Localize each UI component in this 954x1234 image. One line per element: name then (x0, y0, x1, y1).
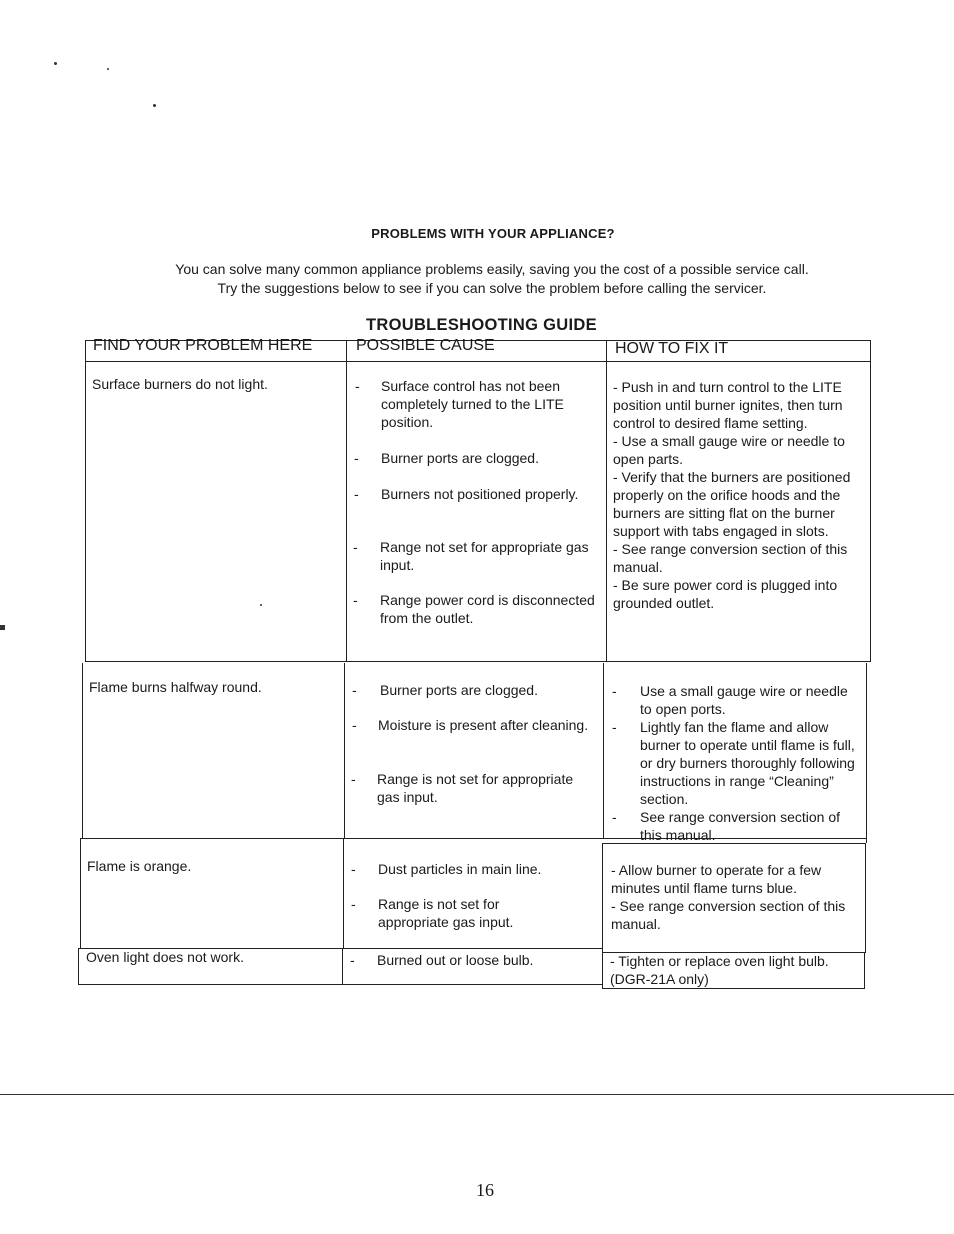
page-footer-rule (0, 1094, 954, 1095)
row2-right-border (866, 663, 867, 843)
row2-fix-2: Lightly fan the flame and allow burner to operate until flame is full, or dry burners thoroughly following instructions in range “Cleaning” section. (640, 719, 855, 807)
row1-col-divider-2 (606, 340, 607, 662)
row1-fix-3: - Verify that the burners are positioned properly on the orifice hoods and the burners are sitting flat on the burner support with tabs engaged in slots. (613, 469, 851, 539)
bullet-dash: - (351, 896, 356, 912)
row4-problem: Oven light does not work. (86, 949, 244, 965)
row2-left-border (82, 663, 83, 839)
row3-fix-top-border (603, 843, 866, 844)
bullet-dash: - (612, 683, 617, 699)
row4-bottom-border-left (78, 984, 342, 985)
bullet-dash: - (352, 717, 357, 733)
row1-cause-4: Range not set for appropriate gas input. (380, 539, 589, 573)
column-header-cause: POSSIBLE CAUSE (356, 337, 495, 354)
row3-col-divider-2 (602, 843, 603, 953)
row1-fix-2: - Use a small gauge wire or needle to open parts. (613, 433, 845, 467)
bullet-dash: - (352, 682, 357, 698)
row3-fix-1: - Allow burner to operate for a few minutes until flame turns blue. (611, 862, 822, 896)
row1-cause-2: Burner ports are clogged. (381, 450, 539, 466)
intro-line-1: You can solve many common appliance problems easily, saving you the cost of a possible service call. (175, 261, 809, 277)
scan-speck (260, 604, 262, 606)
bullet-dash: - (351, 861, 356, 877)
row1-cause-1: Surface control has not been completely turned to the LITE position. (381, 378, 564, 430)
row3-problem: Flame is orange. (87, 858, 192, 874)
bullet-dash: - (354, 450, 359, 466)
bullet-dash: - (354, 486, 359, 502)
row2-col-divider-1 (344, 663, 345, 839)
row2-cause-2: Moisture is present after cleaning. (378, 717, 589, 733)
row4-bottom-border-mid (342, 984, 602, 985)
row1-fix-4: - See range conversion section of this manual. (613, 541, 848, 575)
row4-col-divider-2 (602, 952, 603, 989)
row1-fix-5: - Be sure power cord is plugged into grounded outlet. (613, 577, 838, 611)
row1-problem: Surface burners do not light. (92, 376, 268, 392)
row1-col-divider-1 (346, 340, 347, 662)
scan-speck (153, 104, 156, 107)
row1-left-border (85, 340, 86, 662)
row2-col-divider-2 (603, 663, 604, 839)
row2-fix-3: See range conversion section of this manual. (640, 809, 841, 843)
bullet-dash: - (355, 378, 360, 394)
row2-problem: Flame burns halfway round. (89, 679, 262, 695)
row1-fix-1: - Push in and turn control to the LITE position until burner ignites, then turn control to desired flame setting. (613, 379, 843, 431)
row1-cause-3: Burners not positioned properly. (381, 486, 579, 502)
row3-fix-2: - See range conversion section of this manual. (611, 898, 846, 932)
row4-right-border (864, 952, 865, 989)
scan-speck (0, 625, 5, 630)
page-heading: PROBLEMS WITH YOUR APPLIANCE? (371, 226, 615, 241)
bullet-dash: - (353, 592, 358, 608)
row4-left-border (78, 948, 79, 985)
page-number: 16 (476, 1180, 494, 1200)
row3-left-border (80, 839, 81, 949)
row1-right-border (870, 362, 871, 662)
header-bottom-border (85, 361, 871, 362)
row3-col-divider-1 (343, 839, 344, 949)
scan-speck (54, 62, 57, 65)
column-header-problem: FIND YOUR PROBLEM HERE (93, 337, 313, 354)
row2-fix-1: Use a small gauge wire or needle to open ports. (640, 683, 848, 717)
bullet-dash: - (612, 719, 617, 735)
bullet-dash: - (612, 809, 617, 825)
row1-fixes (613, 378, 867, 612)
row3-cause-1: Dust particles in main line. (378, 861, 542, 877)
bullet-dash: - (350, 952, 355, 968)
column-header-fix: HOW TO FIX IT (615, 340, 729, 357)
row3-right-border (865, 843, 866, 953)
row4-fix-1: - Tighten or replace oven light bulb. (DGR-21A only) (610, 953, 829, 987)
header-right-border (870, 340, 871, 362)
scan-speck (107, 68, 109, 70)
row4-col-divider-1 (342, 948, 343, 985)
row1-bottom-border (85, 661, 871, 662)
row3-fixes (611, 861, 861, 933)
row2-cause-3: Range is not set for appropriate gas input. (377, 771, 574, 805)
row4-bottom-border-right (602, 988, 865, 989)
row3-cause-2: Range is not set for appropriate gas input. (378, 896, 514, 930)
intro-line-2: Try the suggestions below to see if you can solve the problem before calling the servicer. (217, 280, 767, 296)
row4-cause-1: Burned out or loose bulb. (377, 952, 534, 968)
troubleshooting-guide-title: TROUBLESHOOTING GUIDE (366, 316, 597, 334)
row2-cause-1: Burner ports are clogged. (380, 682, 538, 698)
bullet-dash: - (351, 771, 356, 787)
bullet-dash: - (353, 539, 358, 555)
row1-cause-5: Range power cord is disconnected from the outlet. (380, 592, 595, 626)
